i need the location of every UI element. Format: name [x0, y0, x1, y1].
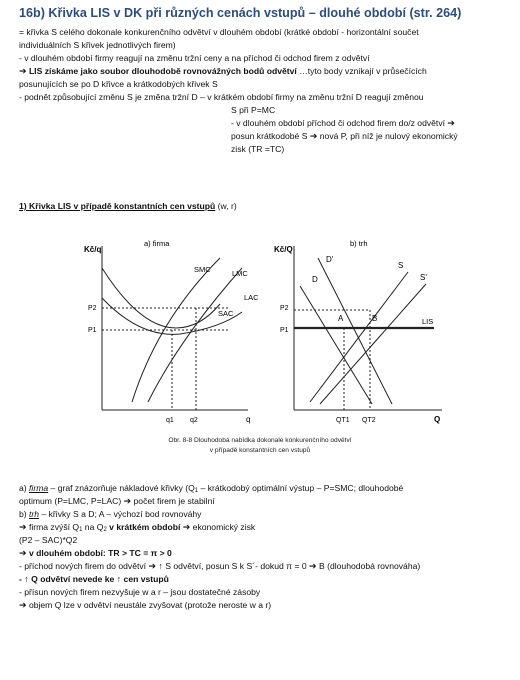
label-p2-right: P2 — [280, 305, 289, 312]
arrow-right-icon: ➔ — [309, 561, 317, 571]
label-p1-right: P1 — [280, 327, 289, 334]
intro-line-6: - podnět způsobující změnu S je změna tržní D – v krátkém období firmy na změnu tržní D reagují změnou — [19, 92, 424, 102]
arrow-right-icon: ➔ — [148, 561, 156, 571]
note-line-5: ➔ v dlouhém období: TR > TC = π > 0 — [19, 548, 172, 558]
intro-line-8: - v dlouhém období příchod či odchod firem do/z odvětví ➔ — [231, 118, 455, 128]
note-line-6: - příchod nových firem do odvětví ➔ ↑ S odvětví, posun S k S´- dokud π = 0 ➔ B (dlouhodobá rovnováha) — [19, 561, 421, 571]
label-qt2: QT2 — [362, 417, 376, 424]
right-y-axis-label: Kč/Q — [274, 245, 293, 254]
arrow-right-icon: ➔ — [19, 522, 27, 532]
label-lis: LIS — [422, 317, 434, 326]
arrow-right-icon: ➔ — [182, 522, 191, 532]
left-x-axis-label: q — [246, 415, 251, 424]
intro-line-10: zisk (TR =TC) — [231, 144, 285, 154]
intro-line-7: S při P=MC — [231, 105, 276, 115]
intro-line-3: - v dlouhém období firmy reagují na změnu tržní ceny a na příchod či odchod firem z odvětví — [19, 53, 370, 63]
arrow-up-icon: ↑ — [158, 561, 163, 571]
note-a-line-1: a) firma – graf znázorňuje nákladové křivky ($Q_1$ – krátkodobý optimální výstup – P=SMC; dlouhodobé — [19, 483, 404, 494]
label-d: D — [312, 275, 318, 284]
note-line-7: - ↑ Q odvětví nevede ke ↑ cen vstupů — [19, 574, 169, 584]
label-q2: q2 — [190, 417, 198, 424]
lmc-curve — [148, 268, 242, 402]
arrow-right-icon: ➔ — [447, 118, 455, 128]
label-lac: LAC — [244, 293, 259, 302]
label-q1: q1 — [166, 417, 174, 424]
label-smc: SMC — [194, 265, 211, 274]
arrow-right-icon: ➔ — [309, 131, 318, 141]
cost-curves-figure — [80, 228, 460, 428]
label-qt1: QT1 — [336, 417, 350, 424]
arrow-right-icon: ➔ — [19, 600, 27, 610]
left-y-axis-label: Kč/q — [84, 245, 102, 254]
intro-line-4: ➔ LIS získáme jako soubor dlouhodobě rovnovážných bodů odvětví …tyto body vznikají v průsečících — [19, 66, 427, 76]
note-line-3: ➔ firma zvýší $Q_1$ na $Q_2$ v krátkém období ➔ ekonomický zisk — [19, 522, 256, 533]
arrow-right-icon: ➔ — [19, 66, 27, 76]
d-prime-curve — [318, 258, 392, 404]
page-title: 16b) Křivka LIS v DK při různých cenách vstupů – dlouhé období (str. 264) — [19, 6, 462, 20]
section-heading: 1) Křivka LIS v případě konstantních cen vstupů (w, r) — [19, 201, 237, 211]
note-line-9: ➔ objem Q lze v odvětví neustále zvyšovat (protože neroste w a r) — [19, 600, 272, 610]
note-b-line: b) trh – křivky S a D; A – výchozí bod rovnováhy — [19, 509, 202, 519]
intro-line-5: posunujících se po D křivce a krátkodobých křivek S — [19, 79, 218, 89]
intro-line-2: individuálních S křivek jednotlivých firem) — [19, 40, 176, 50]
arrow-right-icon: ➔ — [123, 496, 132, 506]
label-p1-left: P1 — [88, 327, 97, 334]
label-s-prime: S' — [420, 273, 427, 282]
arrow-right-icon: ➔ — [19, 548, 27, 558]
label-d-prime: D' — [326, 255, 334, 264]
figure-caption-1: Obr. 8-8 Dlouhodobá nabídka dokonale konkurenčního odvětví — [168, 437, 352, 444]
label-lmc: LMC — [232, 269, 248, 278]
left-panel-title: a) firma — [144, 239, 170, 248]
right-x-axis-label: Q — [434, 415, 441, 424]
arrow-up-icon: ↑ — [116, 574, 122, 584]
label-p2-left: P2 — [88, 305, 97, 312]
arrow-up-icon: ↑ — [24, 574, 29, 584]
label-point-b: B — [372, 314, 378, 323]
note-line-8: - přísun nových firem nezvyšuje w a r – jsou dostatečné zásoby — [19, 587, 261, 597]
intro-line-9: posun krátkodobé S ➔ nová P, při níž je nulový ekonomický — [231, 131, 458, 141]
note-a-line-2: optimum (P=LMC, P=LAC) ➔ počet firem je stabilní — [19, 496, 215, 506]
label-point-a: A — [338, 314, 344, 323]
label-s: S — [398, 261, 404, 270]
right-panel-title: b) trh — [350, 239, 368, 248]
intro-line-1: = křivka S celého dokonale konkurenčního odvětví v dlouhém období (krátké období - horizontální součet — [19, 27, 419, 37]
label-sac: SAC — [218, 309, 234, 318]
note-line-4: (P2 – SAC)*Q2 — [19, 535, 78, 545]
figure-caption-2: v případě konstantních cen vstupů — [209, 447, 311, 454]
